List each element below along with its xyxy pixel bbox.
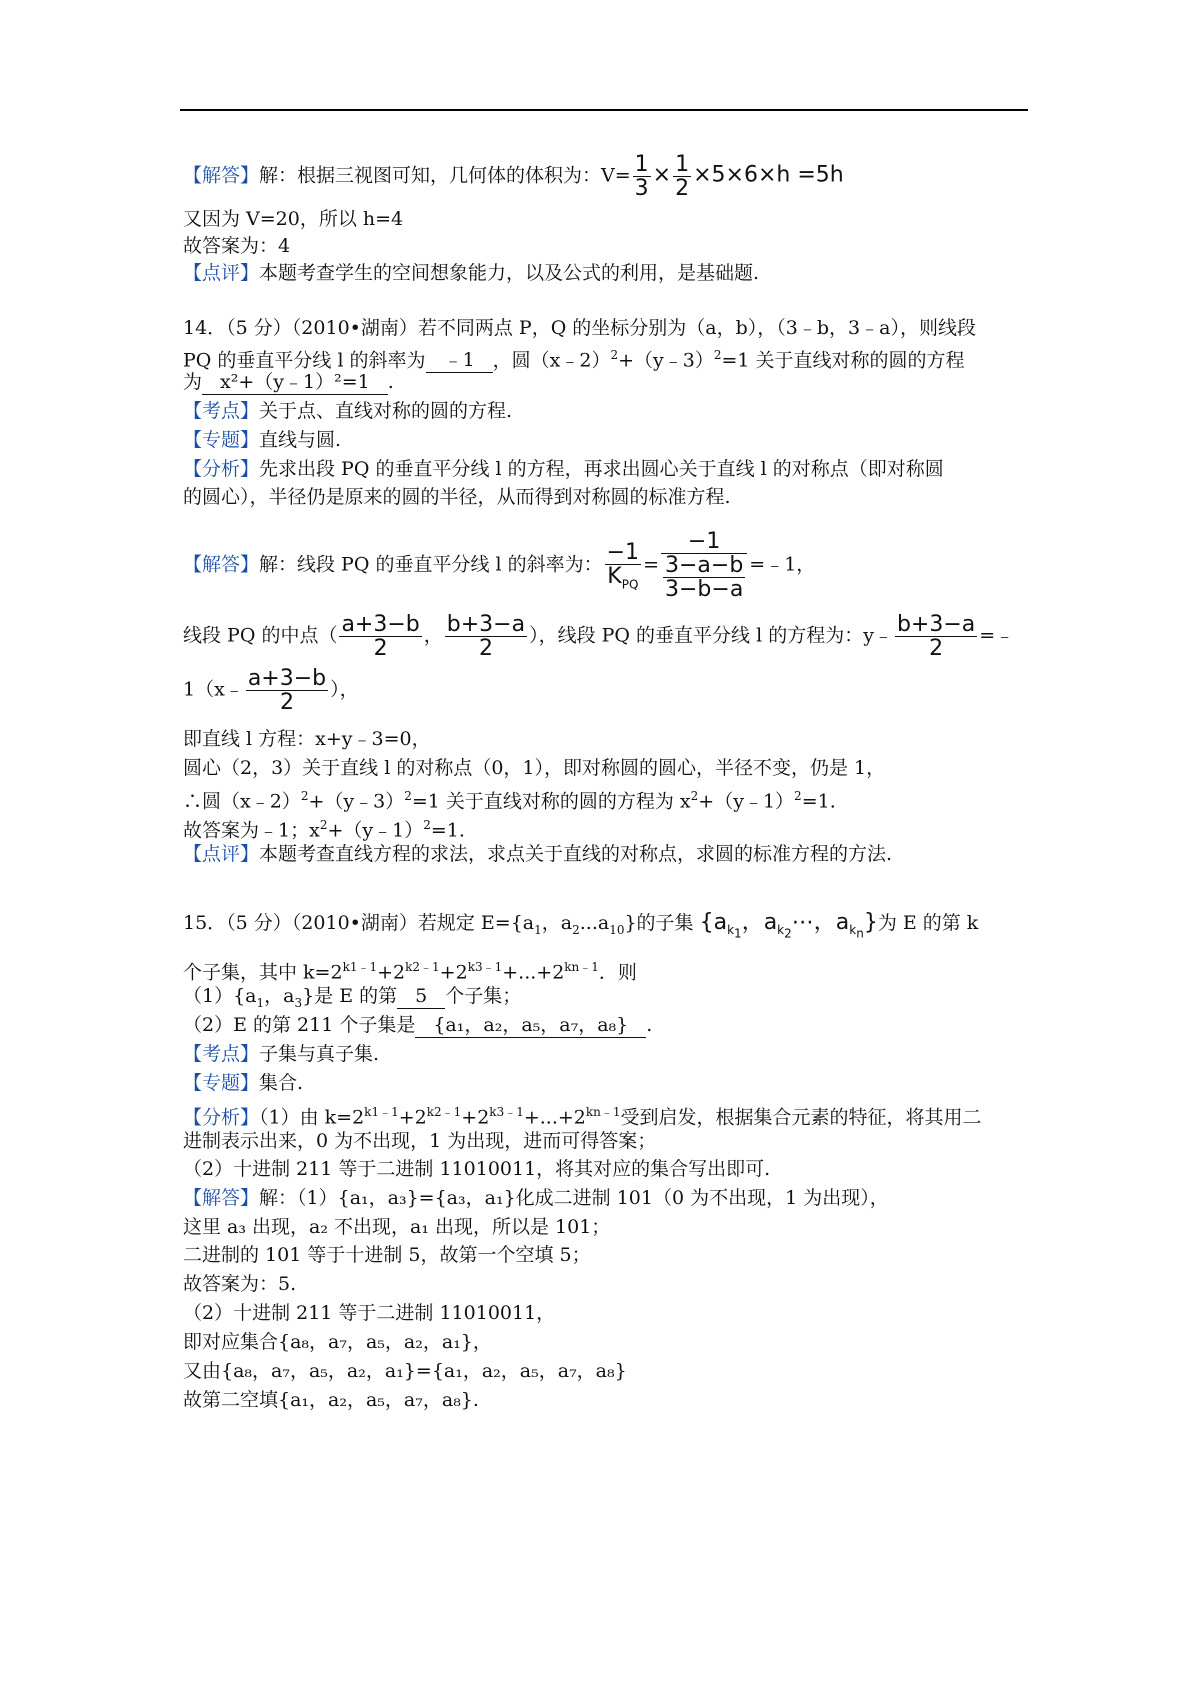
q15-zhuanti: 【专题】集合. <box>183 1072 304 1094</box>
fraction-line-x: $\frac{a+3-b}{2}$ <box>247 666 327 716</box>
q15-fenxi-line3: （2）十进制 211 等于二进制 11010011，将其对应的集合写出即可. <box>183 1158 771 1180</box>
q14-stem-line2: PQ 的垂直平分线 l 的斜率为 ﹣1 ，圆（x﹣2）$^2$+（y﹣3）$^2$=1 关于直线对称的圆的方程 <box>183 348 965 372</box>
q15-solution-s6: 又由{a₈，a₇，a₅，a₂，a₁}={a₁，a₂，a₅，a₇，a₈} <box>183 1360 627 1382</box>
q14-solution-line: 【解答】解：线段 PQ 的垂直平分线 l 的斜率为： $\frac{-1}{K_{PQ}}$ = −1 3−a−b 3−b−a =﹣1， <box>183 529 816 603</box>
q14-midpoint-line2: 1（x﹣ $\frac{a+3-b}{2}$ ）， <box>183 666 359 716</box>
q14-fenxi: 【分析】先求出段 PQ 的垂直平分线 l 的方程，再求出圆心关于直线 l 的对称点（即对称圆 <box>183 458 944 480</box>
q15-fenxi: 【分析】（1）由 $k=2^{k1﹣1}+2^{k2﹣1}+2^{k3﹣1}+...+2^{kn﹣1}$受到启发，根据集合元素的特征，将其用二 <box>183 1105 982 1129</box>
q14-zhuanti: 【专题】直线与圆. <box>183 429 342 451</box>
q15-answer-blank-1: 5 <box>397 984 445 1009</box>
q14-comment: 【点评】本题考查直线方程的求法，求点关于直线的对称点，求圆的标准方程的方法. <box>183 843 893 865</box>
q15-answer-blank-2: {a₁，a₂，a₅，a₇，a₈} <box>415 1013 646 1038</box>
q14-kaodian: 【考点】关于点、直线对称的圆的方程. <box>183 400 513 422</box>
q14-stem-line3: 为 x²+（y﹣1）²=1 . <box>183 371 394 393</box>
q15-solution-s3: 故答案为：5. <box>183 1273 297 1295</box>
fraction-line-y: $\frac{b+3-a}{2}$ <box>896 612 976 662</box>
fraction-one-half: $\frac{1}{2}$ <box>675 152 690 202</box>
subset-expression: {$a_{k_1}$，$a_{k_2}\cdots$，$a_{k_n}$} <box>699 910 878 941</box>
q15-fenxi-line2: 进制表示出来，0 为不出现，1 为出现，进而可得答案； <box>183 1130 657 1152</box>
q15-solution-s2: 二进制的 101 等于十进制 5，故第一个空填 5； <box>183 1244 591 1266</box>
q15-stem-line2: 个子集，其中 $k=2^{k1﹣1}+2^{k2﹣1}+2^{k3﹣1}+...+2^{kn﹣1}$．则 <box>183 960 637 984</box>
fraction-midpoint-x: $\frac{a+3-b}{2}$ <box>341 612 420 662</box>
q15-stem-line1: 15．（5 分）（2010•湖南）若规定 $E=\{a_1$，$a_2...a_{10}$}的子集 {$a_{k_1}$，$a_{k_2}\cdots$，$a_{k_n}$}为 E 的第 k <box>183 910 979 941</box>
q15-part2: （2）E 的第 211 个子集是 {a₁，a₂，a₅，a₇，a₈} . <box>183 1014 653 1036</box>
fraction-compound: −1 3−a−b 3−b−a <box>661 530 747 601</box>
q15-part1: $(1)\{a_1$，$a_3$}是 E 的第 5 个子集； <box>183 985 522 1010</box>
q13-comment: 【点评】本题考查学生的空间想象能力，以及公式的利用，是基础题. <box>183 262 760 284</box>
q14-stem-line1: 14．（5 分）（2010•湖南）若不同两点 P，Q 的坐标分别为（a，b），（3﹣b，3﹣a），则线段 <box>183 317 976 339</box>
fraction-one-third: $\frac{1}{3}$ <box>634 152 649 202</box>
header-rule <box>180 109 1028 111</box>
q13-line3: 故答案为：4 <box>183 235 291 257</box>
q14-answer: 故答案为﹣1；$x^2+(y﹣1)^2=1$. <box>183 818 465 842</box>
q14-fenxi-line2: 的圆心），半径仍是原来的圆的半径，从而得到对称圆的标准方程. <box>183 486 731 508</box>
q14-circle-equation: ∴圆（x﹣2）$^2$+（y﹣3）$^2$=1 关于直线对称的圆的方程为 $x^2+(y﹣1)^2=1$. <box>183 789 836 813</box>
q15-solution-s1: 这里 a₃ 出现，a₂ 不出现，a₁ 出现，所以是 101； <box>183 1216 611 1238</box>
q15-solution-s5: 即对应集合{a₈，a₇，a₅，a₂，a₁}， <box>183 1331 492 1353</box>
q14-answer-blank-1: ﹣1 <box>426 348 493 373</box>
fraction-slope: $\frac{-1}{K_{PQ}}$ <box>606 539 640 592</box>
q15-solution-s7: 故第二空填{a₁，a₂，a₅，a₇，a₈}. <box>183 1389 479 1411</box>
q15-kaodian: 【考点】子集与真子集. <box>183 1043 380 1065</box>
q14-answer-blank-2: x²+（y﹣1）²=1 <box>202 370 388 395</box>
q13-solution-line: 【解答】解：根据三视图可知，几何体的体积为：V= $\frac{1}{3}$ × $\frac{1}{2}$ ×5×6×h =5h <box>183 152 844 202</box>
q14-line-equation: 即直线 l 方程：x+y﹣3=0， <box>183 728 431 750</box>
q14-symmetric-point: 圆心（2，3）关于直线 l 的对称点（0，1），即对称圆的圆心，半径不变，仍是 1， <box>183 757 886 779</box>
q15-solution: 【解答】解：（1）{a₁，a₃}={a₃，a₁}化成二进制 101（0 为不出现，1 为出现）， <box>183 1187 889 1209</box>
q13-line2: 又因为 V=20，所以 h=4 <box>183 208 404 230</box>
q14-midpoint-line: 线段 PQ 的中点（ $\frac{a+3-b}{2}$ ， $\frac{b+3-a}{2}$ ），线段 PQ 的垂直平分线 l 的方程为：y﹣ $\frac{b+3-a}{2}$ =﹣ <box>183 612 1015 662</box>
fraction-midpoint-y: $\frac{b+3-a}{2}$ <box>446 612 526 662</box>
q15-solution-s4: （2）十进制 211 等于二进制 11010011， <box>183 1302 556 1324</box>
solution-tag: 【解答】 <box>183 164 260 187</box>
